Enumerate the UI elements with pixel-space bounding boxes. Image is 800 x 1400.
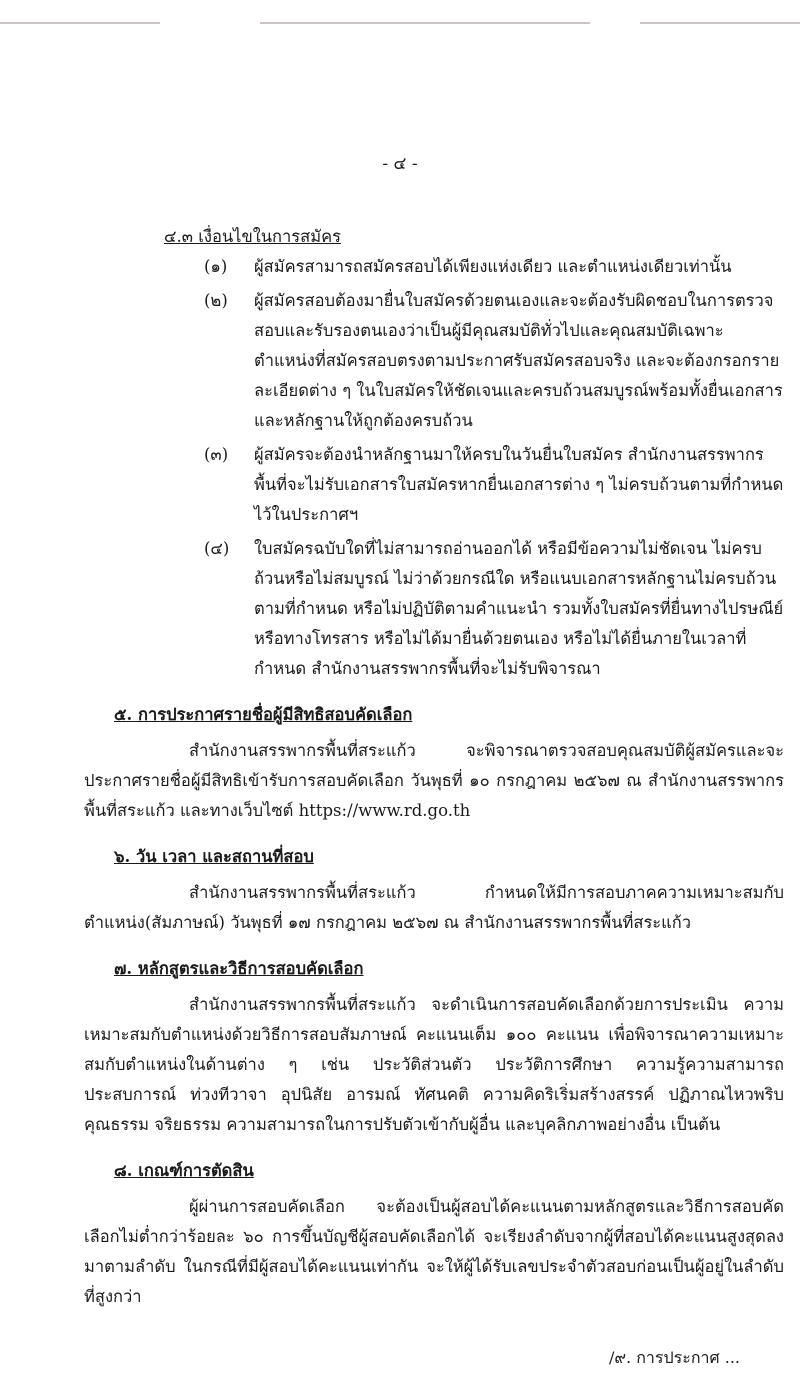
continuation-note: /๙. การประกาศ ... — [608, 1348, 740, 1367]
condition-number: (๔) — [204, 539, 230, 558]
condition-number: (๓) — [204, 445, 229, 464]
scan-edge-line — [640, 22, 800, 24]
condition-text: ผู้สมัครสอบต้องมายื่นใบสมัครด้วยตนเองและจะต้องรับผิดชอบในการตรวจสอบและรับรองตนเองว่าเป็นผู้มีคุณสมบัติทั่วไปและคุณสมบัติเฉพาะตำแหน่งที่สมัครสอบตรงตามประกาศรับสมัครสอบจริง และจะต้องกรอกรายละเอียดต่าง ๆ ในใบสมัครให้ชัดเจนและครบถ้วนสมบูรณ์พร้อมทั้งยื่นเอกสารและหลักฐานให้ถูกต้องครบถ้วน — [254, 291, 783, 430]
section-4-3-heading: ๔.๓ เงื่อนไขในการสมัคร — [164, 227, 342, 246]
condition-item — [84, 534, 784, 684]
scan-edge-line — [0, 22, 160, 24]
condition-item — [84, 252, 784, 282]
condition-text: ผู้สมัครสามารถสมัครสอบได้เพียงแห่งเดียว และตำแหน่งเดียวเท่านั้น — [254, 257, 732, 276]
section-6-heading: ๖. วัน เวลา และสถานที่สอบ — [114, 847, 314, 866]
section-5-heading: ๕. การประกาศรายชื่อผู้มีสิทธิสอบคัดเลือก — [114, 705, 413, 724]
document-body — [84, 222, 784, 1312]
condition-number: (๒) — [204, 291, 228, 310]
section-8-body: ผู้ผ่านการสอบคัดเลือก จะต้องเป็นผู้สอบได้คะแนนตามหลักสูตรและวิธีการสอบคัดเลือกไม่ต่ำกว่าร้อยละ ๖๐ การขึ้นบัญชีผู้สอบคัดเลือกได้ จะเรียงลำดับจากผู้ที่สอบได้คะแนนสูงสุดลงมาตามลำดับ ในกรณีที่มีผู้สอบได้คะแนนเท่ากัน จะให้ผู้ได้รับเลขประจำตัวสอบก่อนเป็นผู้อยู่ในลำดับที่สูงกว่า — [84, 1197, 784, 1306]
section-7-heading: ๗. หลักสูตรและวิธีการสอบคัดเลือก — [114, 959, 364, 978]
section-6-body: สำนักงานสรรพากรพื้นที่สระแก้ว กำหนดให้มีการสอบภาคความเหมาะสมกับตำแหน่ง(สัมภาษณ์) วันพุธที่ ๑๗ กรกฎาคม ๒๕๖๗ ณ สำนักงานสรรพากรพื้นที่สระแก้ว — [84, 883, 784, 932]
condition-text: ใบสมัครฉบับใดที่ไม่สามารถอ่านออกได้ หรือมีข้อความไม่ชัดเจน ไม่ครบถ้วนหรือไม่สมบูรณ์ ไม่ว่าด้วยกรณีใด หรือแนบเอกสารหลักฐานไม่ครบถ้วนตามที่กำหนด หรือไม่ปฏิบัติตามคำแนะนำ รวมทั้งใบสมัครที่ยื่นทางไปรษณีย์ หรือทางโทรสาร หรือไม่ได้มายื่นด้วยตนเอง หรือไม่ได้ยื่นภายในเวลาที่กำหนด สำนักงานสรรพากรพื้นที่จะไม่รับพิจารณา — [254, 539, 784, 678]
condition-number: (๑) — [204, 257, 228, 276]
condition-text: ผู้สมัครจะต้องนำหลักฐานมาให้ครบในวันยื่นใบสมัคร สำนักงานสรรพากรพื้นที่จะไม่รับเอกสารใบสมัครหากยื่นเอกสารต่าง ๆ ไม่ครบถ้วนตามที่กำหนดไว้ในประกาศฯ — [254, 445, 784, 524]
condition-item — [84, 286, 784, 436]
section-7-body: สำนักงานสรรพากรพื้นที่สระแก้ว จะดำเนินการสอบคัดเลือกด้วยการประเมิน ความเหมาะสมกับตำแหน่งด้วยวิธีการสอบสัมภาษณ์ คะแนนเต็ม ๑๐๐ คะแนน เพื่อพิจารณาความเหมาะสมกับตำแหน่งในด้านต่าง ๆ เช่น ประวัติส่วนตัว ประวัติการศึกษา ความรู้ความสามารถ ประสบการณ์ ท่วงทีวาจา อุปนิสัย อารมณ์ ทัศนคติ ความคิดริเริ่มสร้างสรรค์ ปฏิภาณไหวพริบ คุณธรรม จริยธรรม ความสามารถในการปรับตัวเข้ากับผู้อื่น และบุคลิกภาพอย่างอื่น เป็นต้น — [84, 995, 784, 1134]
page-number: - ๔ - — [382, 154, 418, 174]
scan-edge-line — [260, 22, 590, 24]
condition-item — [84, 440, 784, 530]
section-5-body: สำนักงานสรรพากรพื้นที่สระแก้ว จะพิจารณาตรวจสอบคุณสมบัติผู้สมัครและจะประกาศรายชื่อผู้มีสิทธิเข้ารับการสอบคัดเลือก วันพุธที่ ๑๐ กรกฎาคม ๒๕๖๗ ณ สำนักงานสรรพากรพื้นที่สระแก้ว และทางเว็บไซต์ https://www.rd.go.th — [84, 741, 784, 820]
section-8-heading: ๘. เกณฑ์การตัดสิน — [114, 1161, 254, 1180]
conditions-list — [84, 252, 784, 684]
